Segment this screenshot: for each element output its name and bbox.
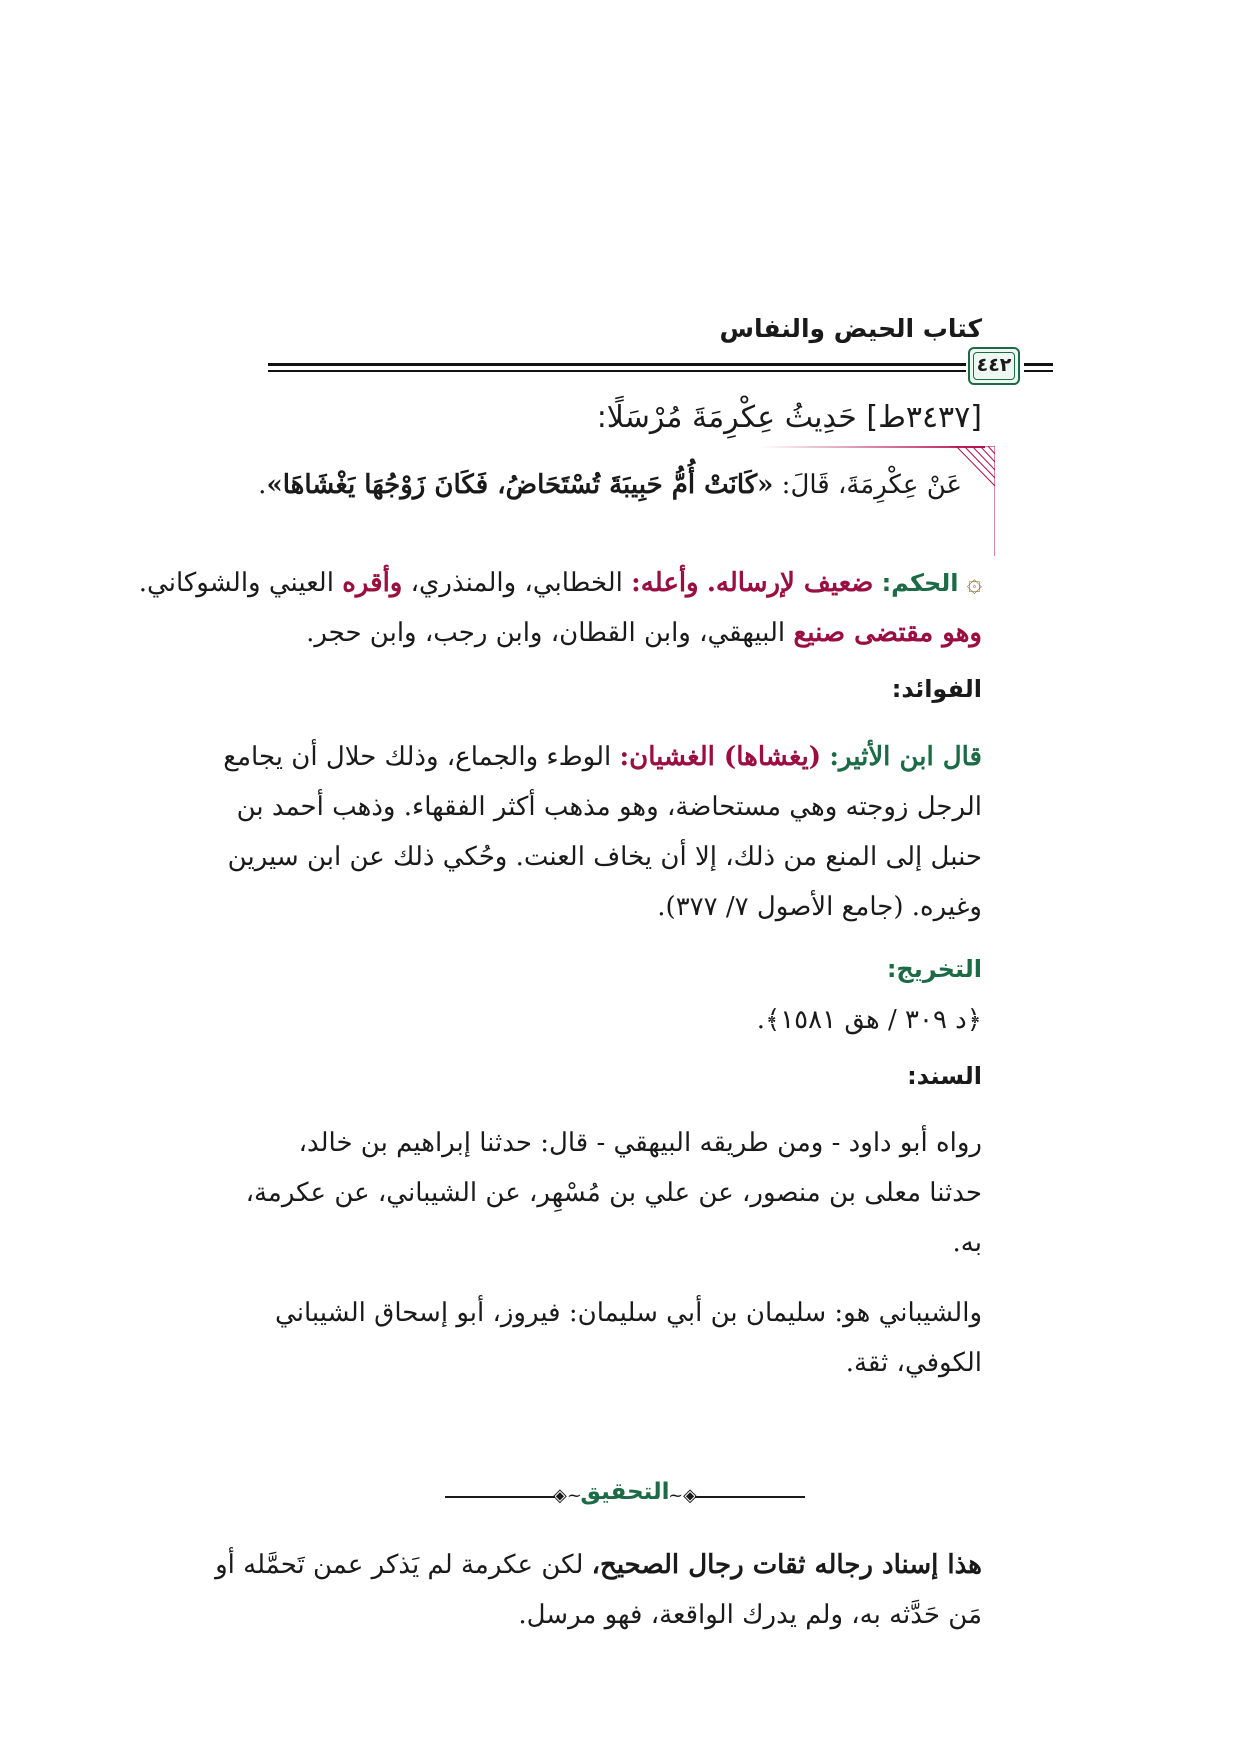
ornament-icon: ۞	[966, 568, 982, 598]
ruling-line	[139, 568, 982, 598]
takhrij-label: التخريج:	[886, 955, 982, 983]
tahqiq-rest: لكن عكرمة لم يَذكر عمن تَحمَّله أو	[215, 1550, 592, 1580]
hadith-frame-corner	[950, 446, 995, 556]
header-rule	[1024, 363, 1053, 366]
hadith-quote: «كَانَتْ أُمُّ حَبِيبَةَ تُسْتَحَاضُ، فَكَانَ زَوْجُهَا يَغْشَاهَا»	[266, 470, 774, 500]
implied-text: البيهقي، وابن القطان، وابن رجب، وابن حجر.	[306, 618, 786, 648]
benefits-label: الفوائد:	[891, 675, 982, 703]
book-title: كتاب الحيض والنفاس	[719, 314, 982, 343]
tahqiq-line	[215, 1550, 982, 1580]
hadith-title: حَدِيثُ عِكْرِمَةَ مُرْسَلًا:	[596, 400, 857, 435]
page-number-badge	[968, 347, 1020, 385]
header-rule	[268, 370, 966, 372]
illness-label: وأعله:	[631, 568, 699, 598]
sanad-line: حدثنا معلى بن منصور، عن علي بن مُسْهِر، عن الشيباني، عن عكرمة،	[245, 1178, 982, 1208]
sanad-line: الكوفي، ثقة.	[845, 1348, 982, 1378]
tahqiq-line2: مَن حَدَّثه به، ولم يدرك الواقعة، فهو مرسل.	[518, 1600, 982, 1630]
tahqiq-bold: هذا إسناد رجاله ثقات رجال الصحيح،	[591, 1550, 982, 1580]
sanad-line: به.	[952, 1228, 982, 1258]
header-rule	[1024, 370, 1053, 372]
page-number: ٤٤٢	[976, 354, 1012, 376]
implied-line	[306, 618, 982, 648]
divider-ornament-icon: ~◈	[668, 1485, 697, 1506]
benefits-term: (يغشاها) الغشيان:	[619, 742, 822, 772]
tahqiq-label: التحقيق	[580, 1479, 670, 1505]
ruling-label: الحكم:	[881, 569, 959, 597]
header-rule	[268, 363, 966, 366]
agreed-label: وأقره	[342, 568, 403, 598]
divider-ornament-icon: ◈~	[553, 1485, 582, 1506]
implied-label: وهو مقتضى صنيع	[793, 618, 982, 648]
takhrij-text: ﴿د ٣٠٩ / هق ١٥٨١﴾.	[756, 1005, 982, 1035]
benefits-line2: الرجل زوجته وهي مستحاضة، وهو مذهب أكثر الفقهاء. وذهب أحمد بن	[236, 792, 982, 822]
benefits-line1: الوطء والجماع، وذلك حلال أن يجامع	[223, 742, 612, 772]
hadith-heading	[597, 400, 982, 435]
benefits-lead: قال ابن الأثير:	[829, 742, 982, 772]
sanad-line: رواه أبو داود - ومن طريقه البيهقي - قال: حدثنا إبراهيم بن خالد،	[298, 1128, 982, 1158]
tahqiq-divider	[445, 1479, 805, 1507]
agreed-text: العيني والشوكاني.	[138, 568, 334, 598]
hadith-intro: عَنْ عِكْرِمَةَ، قَالَ:	[773, 470, 962, 500]
hadith-text	[258, 470, 962, 500]
benefits-line	[223, 742, 982, 772]
hadith-number: [٣٤٣٧ط]	[866, 400, 982, 435]
hadith-end: .	[258, 470, 267, 500]
ruling-grade: ضعيف لإرساله.	[706, 568, 874, 598]
illness-text: الخطابي، والمنذري،	[410, 568, 623, 598]
benefits-line4: وغيره. (جامع الأصول ٧/ ٣٧٧).	[657, 892, 982, 922]
sanad-label: السند:	[907, 1062, 982, 1090]
benefits-line3: حنبل إلى المنع من ذلك، إلا أن يخاف العنت. وحُكي ذلك عن ابن سيرين	[227, 842, 982, 872]
sanad-line: والشيباني هو: سليمان بن أبي سليمان: فيروز، أبو إسحاق الشيباني	[275, 1298, 982, 1328]
